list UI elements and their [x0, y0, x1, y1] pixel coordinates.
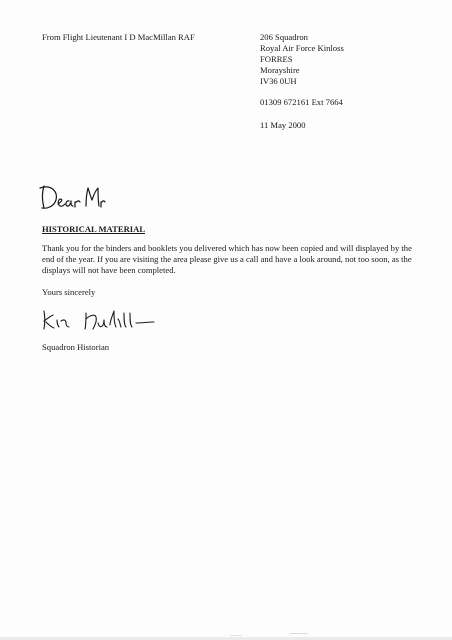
address-line-base: Royal Air Force Kinloss [260, 43, 344, 53]
sender-address [260, 32, 344, 87]
handwritten-signature [40, 305, 180, 335]
scan-edge-marks [0, 625, 452, 640]
subject-heading: HISTORICAL MATERIAL [42, 224, 146, 234]
signer-title: Squadron Historian [42, 342, 110, 352]
address-line-squadron: 206 Squadron [260, 32, 308, 42]
address-line-postcode: IV36 0UH [260, 76, 297, 86]
letter-date: 11 May 2000 [260, 120, 306, 130]
handwritten-salutation [36, 178, 106, 218]
closing-line: Yours sincerely [42, 287, 96, 297]
letter-body: Thank you for the binders and booklets you delivered which has now been copied and will displayed by the end of the year. If you are visiting the area please give us a call and have a look around, not too soon, as the displays will not have been completed. [42, 243, 412, 275]
phone-number: 01309 672161 Ext 7664 [260, 97, 343, 107]
sender-line: From Flight Lieutenant I D MacMillan RAF [42, 32, 195, 42]
address-line-county: Morayshire [260, 65, 300, 75]
address-line-town: FORRES [260, 54, 293, 64]
